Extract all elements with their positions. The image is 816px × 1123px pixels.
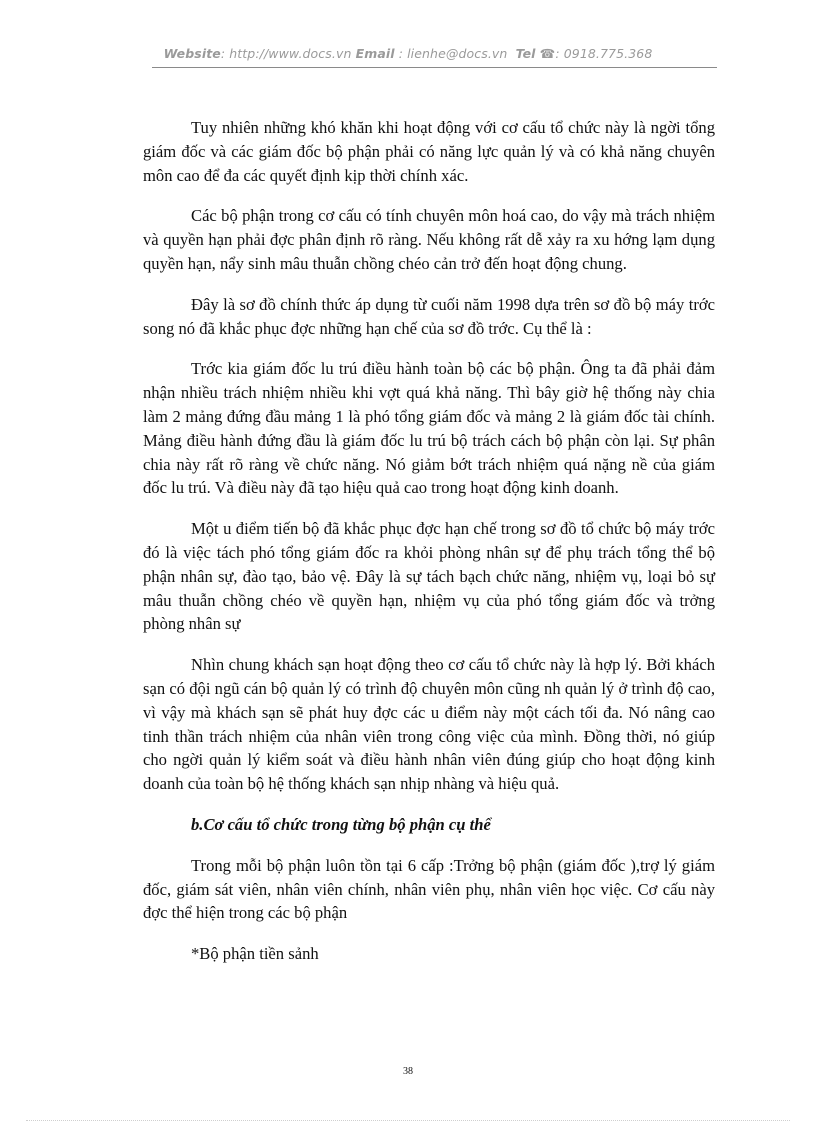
paragraph-3: Đây là sơ đồ chính thức áp dụng từ cuối năm 1998 dựa trên sơ đồ bộ máy trớc song nó đã khắc phục đợc những hạn chế của sơ đồ trớc. Cụ thể là : (143, 294, 715, 338)
email-value: : lienhe@docs.vn (398, 46, 508, 61)
tel-label: Tel (515, 46, 536, 61)
website-label: Website (163, 46, 221, 61)
document-body (143, 116, 715, 983)
paragraph-6: Nhìn chung khách sạn hoạt động theo cơ cấu tổ chức này là hợp lý. Bởi khách sạn có đội ngũ cán bộ quản lý có trình độ chuyên môn cũng nh quản lý ở trình độ cao, vì vậy mà khách sạn sẽ phát huy đợc các u điểm này một cách tối đa. Nó nâng cao tinh thần trách nhiệm của nhân viên trong công việc của mình. Đồng thời, nó giúp cho ngời quản lý kiểm soát và điều hành nhân viên đúng giúp cho hoạt động kinh doanh của toàn bộ hệ thống khách sạn nhịp nhàng và hiệu quả. (143, 655, 715, 794)
page-number: 38 (403, 1066, 413, 1077)
tel-value: ☎: 0918.775.368 (539, 46, 653, 61)
paragraph-5: Một u điểm tiến bộ đã khắc phục đợc hạn chế trong sơ đồ tổ chức bộ máy trớc đó là việc tách phó tổng giám đốc ra khỏi phòng nhân sự để phụ trách tổng thể bộ phận nhân sự, đào tạo, bảo vệ. Đây là sự tách bạch chức năng, nhiệm vụ, loại bỏ sự mâu thuẫn chồng chéo về quyền hạn, nhiệm vụ của phó tổng giám đốc và trởng phòng nhân sự (143, 519, 715, 634)
header-divider (152, 67, 717, 68)
page-header (0, 46, 816, 61)
page-bottom-border (26, 1120, 790, 1121)
paragraph-4: Trớc kia giám đốc lu trú điều hành toàn bộ các bộ phận. Ông ta đã phải đảm nhận nhiều trách nhiệm nhiều khi vợt quá khả năng. Thì bây giờ hệ thống này chia làm 2 mảng đứng đầu mảng 1 là phó tổng giám đốc và mảng 2 là giám đốc tài chính. Mảng điều hành đứng đầu là giám đốc lu trú bộ trách cách bộ phận còn lại. Sự phân chia này rất rõ ràng về chức năng. Nó giảm bớt trách nhiệm quá nặng nề của giám đốc lu trú. Và điều này đã tạo hiệu quả cao trong hoạt động kinh doanh. (143, 359, 715, 498)
paragraph-1: Tuy nhiên những khó khăn khi hoạt động với cơ cấu tổ chức này là ngời tổng giám đốc và các giám đốc bộ phận phải có năng lực quản lý và có khả năng chuyên môn cao để đa các quyết định kịp thời chính xác. (143, 118, 715, 185)
website-value: : http://www.docs.vn (220, 46, 352, 61)
paragraph-7: Trong mỗi bộ phận luôn tồn tại 6 cấp :Trởng bộ phận (giám đốc ),trợ lý giám đốc, giám sát viên, nhân viên chính, nhân viên phụ, nhân viên học việc. Cơ cấu này đợc thể hiện trong các bộ phận (143, 855, 715, 923)
paragraph-2: Các bộ phận trong cơ cấu có tính chuyên môn hoá cao, do vậy mà trách nhiệm và quyền hạn phải đợc phân định rõ ràng. Nếu không rất dễ xảy ra xu hớng lạm dụng quyền hạn, nẩy sinh mâu thuẫn chồng chéo cản trở đến hoạt động chung. (143, 206, 715, 273)
paragraph-8: *Bộ phận tiền sảnh (191, 944, 319, 964)
email-label: Email (355, 46, 395, 61)
section-heading: b.Cơ cấu tổ chức trong từng bộ phận cụ thể (191, 814, 491, 834)
